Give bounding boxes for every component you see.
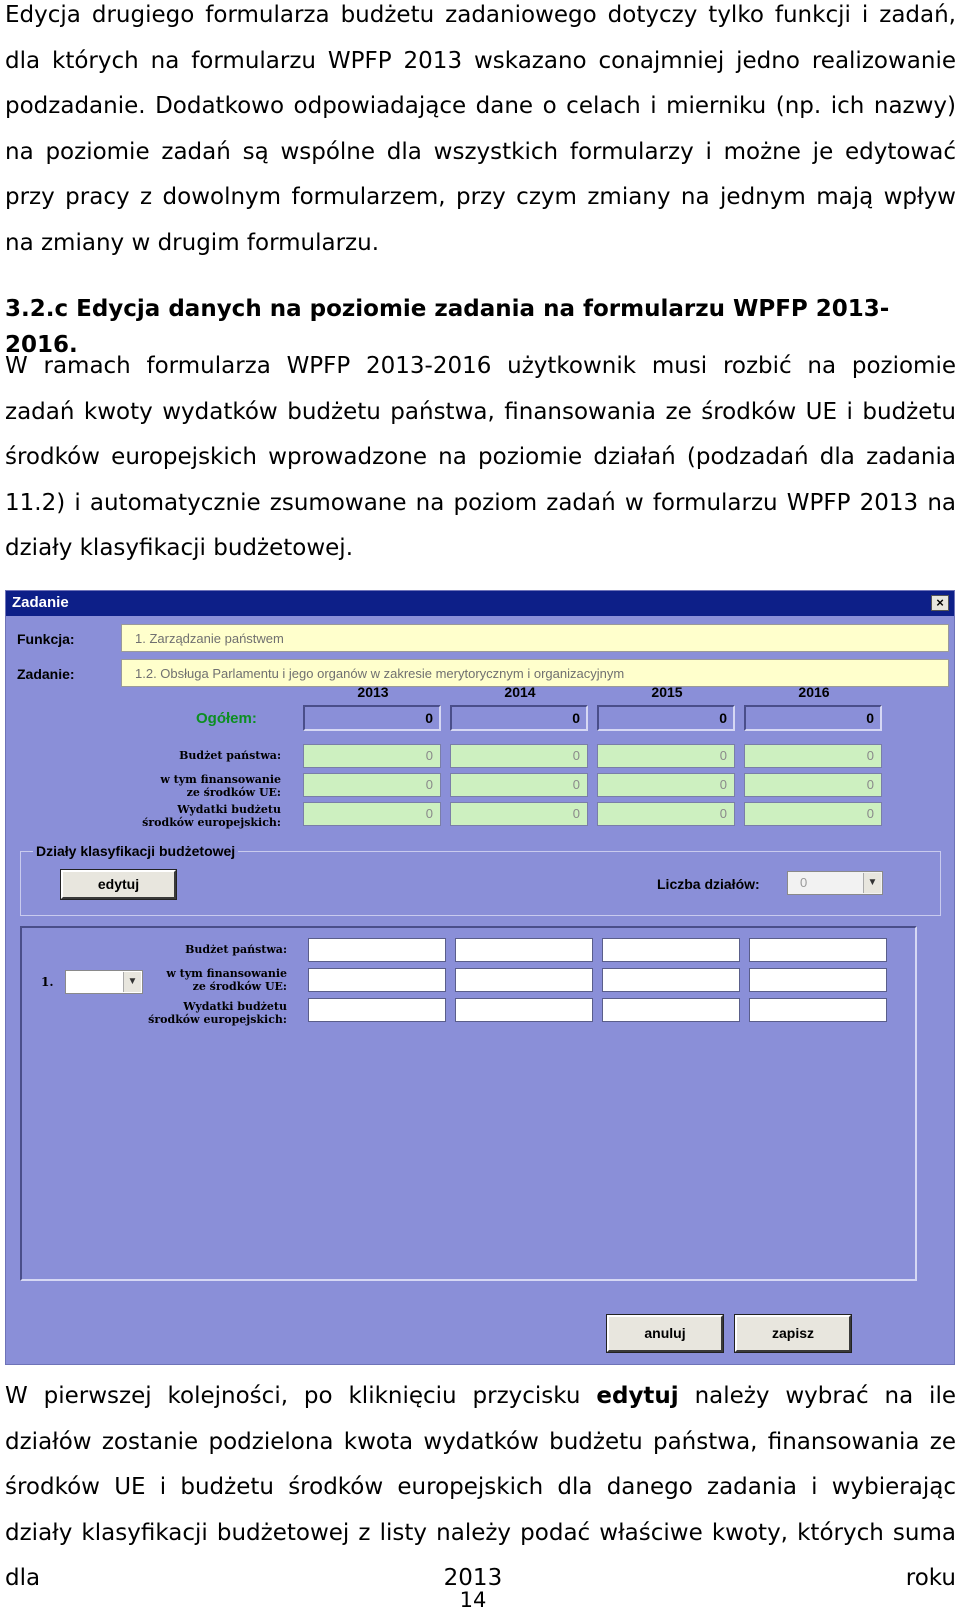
funkcja-label: Funkcja: [17,631,75,647]
year-header: 2016 [798,684,830,700]
zapisz-button[interactable]: zapisz [735,1315,851,1352]
dzial-budzet-input[interactable] [602,938,740,962]
dzial-budzet-input[interactable] [308,938,446,962]
dzial-row-number: 1. [41,975,54,989]
instruction-edytuj-keyword: edytuj [596,1383,679,1409]
dzialy-groupbox-title: Działy klasyfikacji budżetowej [33,843,238,859]
dzial-budzet-label: Budżet państwa: [185,943,287,956]
eu-budget-value: 0 [597,802,735,826]
year-header: 2015 [651,684,683,700]
liczba-dzialow-value: 0 [800,875,808,890]
ogolem-total: 0 [744,705,882,731]
dzial-eu-budget-input[interactable] [749,998,887,1022]
instruction-paragraph [5,1374,956,1602]
dzial-eu-budget-label-line2: środków europejskich: [148,1013,287,1026]
dzial-ue-label-line2: ze środków UE: [192,980,287,993]
eu-budget-label-line2: środków europejskich: [142,816,281,829]
zadanie-label: Zadanie: [17,666,75,682]
liczba-dzialow-label: Liczba działów: [657,876,760,892]
budzet-value: 0 [303,744,441,768]
dzial-ue-label-line1: w tym finansowanie [166,967,287,980]
ue-label-line2: ze środków UE: [186,786,281,799]
page-number: 14 [459,1588,487,1612]
budzet-label: Budżet państwa: [179,749,281,762]
ogolem-total: 0 [303,705,441,731]
zadanie-field[interactable]: 1.2. Obsługa Parlamentu i jego organów w zakresie merytorycznym i organizacyjnym [121,659,949,687]
ogolem-total: 0 [450,705,588,731]
edytuj-button[interactable]: edytuj [61,870,176,899]
liczba-dzialow-select[interactable] [787,871,883,895]
ue-value: 0 [744,773,882,797]
instruction-text-end: należy wybrać na ile działów zostanie podzielona kwota wydatków budżetu państwa, finansowania ze środków UE i budżetu środków europejskich dla danego zadania i wybierając działy klasyfikacji budżetowej z listy należy podać właściwe kwoty, których suma dla 2013 roku [5,1383,956,1591]
funkcja-field[interactable]: 1. Zarządzanie państwem [121,624,949,652]
eu-budget-value: 0 [303,802,441,826]
dialog-titlebar [6,591,954,616]
dzial-eu-budget-input[interactable] [308,998,446,1022]
instruction-text-start: W pierwszej kolejności, po kliknięciu przycisku [5,1383,597,1409]
dzial-budzet-input[interactable] [455,938,593,962]
dzial-ue-input[interactable] [749,968,887,992]
dzial-ue-input[interactable] [455,968,593,992]
ue-value: 0 [450,773,588,797]
budzet-value: 0 [597,744,735,768]
dzialy-panel [20,926,917,1281]
ogolem-label: Ogółem: [196,710,257,727]
budzet-value: 0 [450,744,588,768]
dzial-budzet-input[interactable] [749,938,887,962]
dialog-title: Zadanie [12,594,69,611]
eu-budget-label-line1: Wydatki budżetu [177,803,281,816]
close-icon[interactable]: × [931,595,949,611]
eu-budget-value: 0 [450,802,588,826]
eu-budget-value: 0 [744,802,882,826]
ogolem-total: 0 [597,705,735,731]
year-header: 2014 [504,684,536,700]
chevron-down-icon[interactable]: ▼ [863,873,881,893]
description-paragraph: W ramach formularza WPFP 2013-2016 użytkownik musi rozbić na poziomie zadań kwoty wydatków budżetu państwa, finansowania ze środków UE i budżetu środków europejskich wprowadzone na poziomie działań (podzadań dla zadania 11.2) i automatycznie zsumowane na poziom zadań w formularzu WPFP 2013 na działy klasyfikacji budżetowej. [5,353,956,561]
intro-paragraph: Edycja drugiego formularza budżetu zadaniowego dotyczy tylko funkcji i zadań, dla których na formularzu WPFP 2013 wskazano conajmniej jedno realizowanie podzadanie. Dodatkowo odpowiadające dane o celach i mierniku (np. ich nazwy) na poziomie zadań są wspólne dla wszystkich formularzy i możne je edytować przy pracy z dowolnym formularzem, przy czym zmiany na jednym mają wpływ na zmiany w drugim formularzu. [5,2,956,256]
budzet-value: 0 [744,744,882,768]
dzial-eu-budget-input[interactable] [455,998,593,1022]
dzial-eu-budget-label-line1: Wydatki budżetu [183,1000,287,1013]
year-header: 2013 [357,684,389,700]
anuluj-button[interactable]: anuluj [607,1315,723,1352]
ue-label-line1: w tym finansowanie [160,773,281,786]
dzial-ue-input[interactable] [602,968,740,992]
dzial-ue-input[interactable] [308,968,446,992]
ue-value: 0 [303,773,441,797]
ue-value: 0 [597,773,735,797]
zadanie-dialog [5,590,955,1365]
chevron-down-icon[interactable]: ▼ [123,972,141,992]
dzial-eu-budget-input[interactable] [602,998,740,1022]
section-heading: 3.2.c Edycja danych na poziomie zadania na formularzu WPFP 2013-2016. [5,296,890,358]
